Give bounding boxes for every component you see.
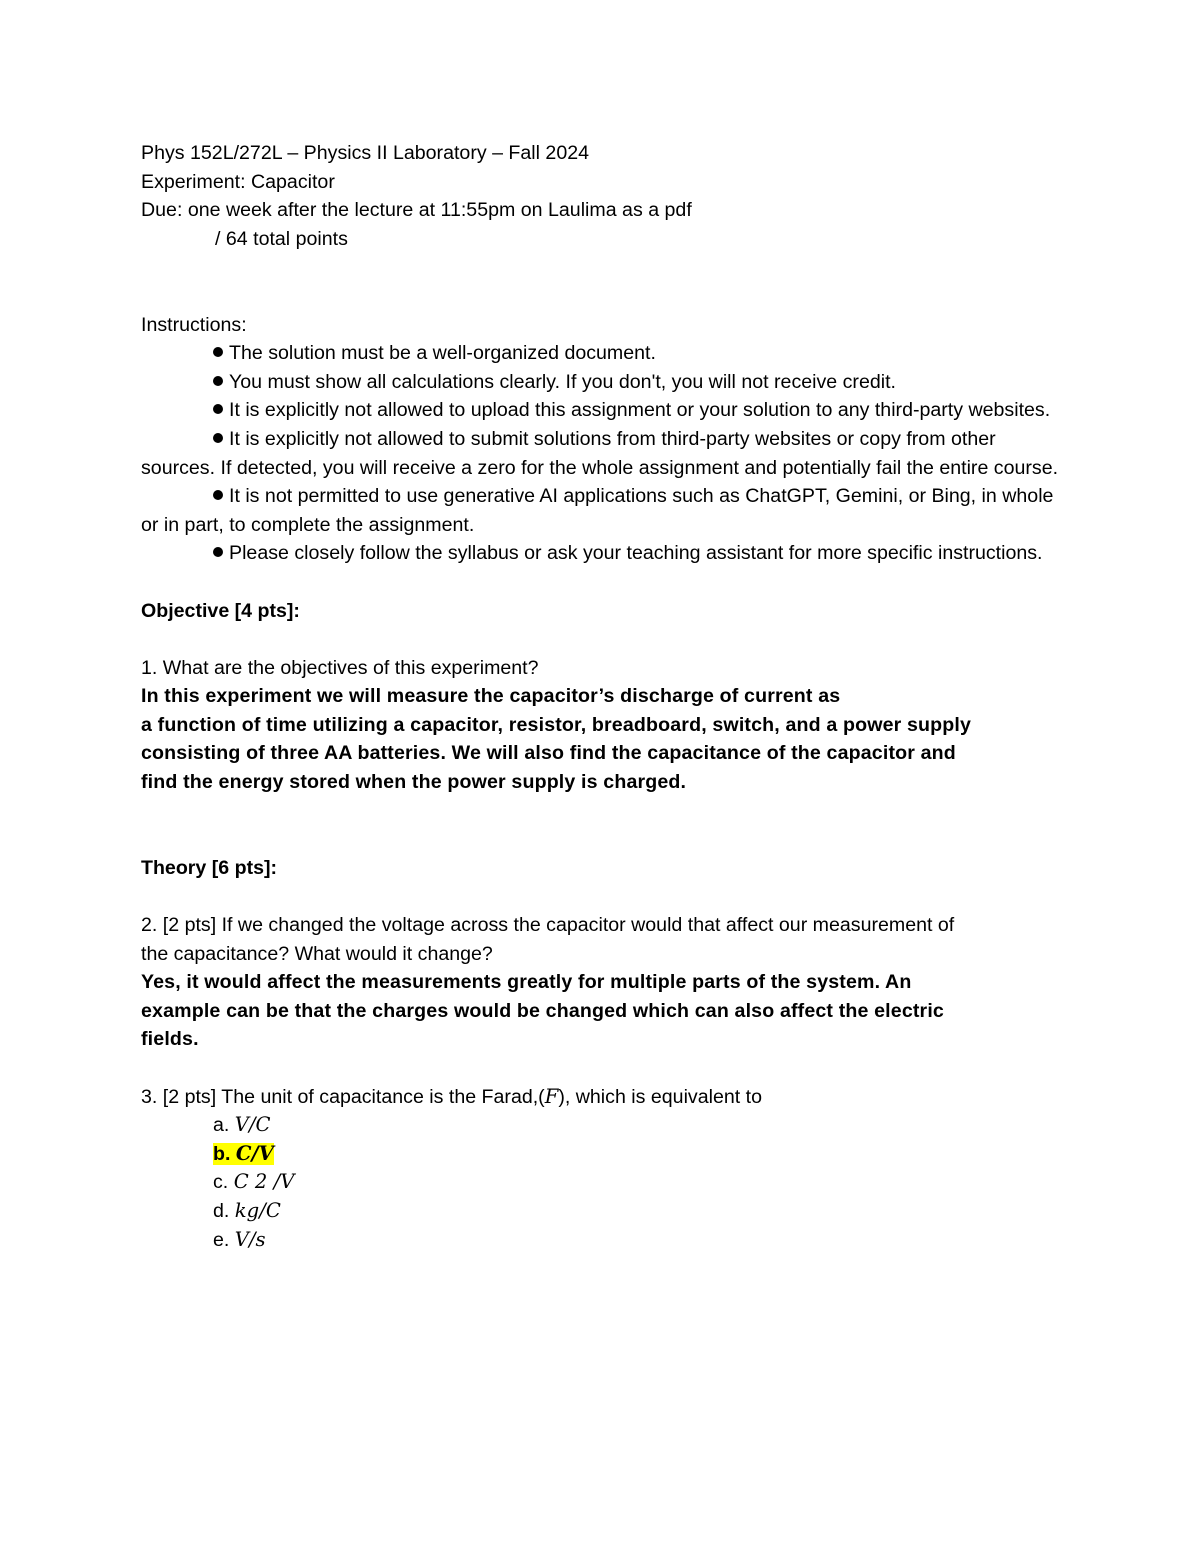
- option-b-selected: [141, 1140, 1061, 1169]
- instruction-item: It is explicitly not allowed to upload this assignment or your solution to any third-party websites.: [141, 396, 1061, 425]
- bullet-icon: [213, 490, 223, 500]
- objective-answer-line: a function of time utilizing a capacitor, resistor, breadboard, switch, and a power supply: [141, 713, 972, 736]
- objective-answer-line: In this experiment we will measure the capacitor’s discharge of current as: [141, 685, 841, 708]
- instructions-label: Instructions:: [141, 313, 247, 336]
- bullet-icon: [213, 404, 223, 414]
- option-a: a. V/C: [213, 1113, 271, 1137]
- question-3: 3. [2 pts] The unit of capacitance is the Farad,(F), which is equivalent to: [141, 1084, 762, 1108]
- bullet-icon: [213, 347, 223, 357]
- experiment-title: Experiment: Capacitor: [141, 170, 335, 193]
- due-date: Due: one week after the lecture at 11:55pm on Laulima as a pdf: [141, 199, 692, 222]
- objective-heading: Objective [4 pts]:: [141, 599, 300, 622]
- question-2-line: the capacitance? What would it change?: [141, 942, 493, 965]
- total-points: / 64 total points: [215, 227, 348, 250]
- question-2-answer-line: fields.: [141, 1028, 199, 1051]
- theory-heading: Theory [6 pts]:: [141, 856, 278, 879]
- objective-answer-line: find the energy stored when the power supply is charged.: [141, 771, 687, 794]
- instruction-item: The solution must be a well-organized document.: [141, 339, 1061, 368]
- option-e: e. V/s: [213, 1227, 266, 1251]
- question-2-answer-line: Yes, it would affect the measurements greatly for multiple parts of the system. An: [141, 971, 912, 994]
- instructions-list: [141, 339, 1061, 568]
- bullet-icon: [213, 547, 223, 557]
- option-d: d. kg/C: [213, 1198, 281, 1222]
- objective-question: 1. What are the objectives of this experiment?: [141, 656, 539, 679]
- selected-answer-highlight: b. C/V: [213, 1141, 274, 1165]
- question-2-answer-line: example can be that the charges would be changed which can also affect the electric: [141, 999, 944, 1022]
- bullet-icon: [213, 433, 223, 443]
- bullet-icon: [213, 376, 223, 386]
- instruction-item: It is explicitly not allowed to submit solutions from third-party websites or copy from other sources. If detected, you will receive a zero for the whole assignment and potentially fail the entire course.: [141, 427, 1059, 479]
- objective-answer-line: consisting of three AA batteries. We will also find the capacitance of the capacitor and: [141, 742, 956, 765]
- instruction-item: You must show all calculations clearly. If you don't, you will not receive credit.: [141, 368, 1061, 397]
- document-page: [141, 139, 1061, 1254]
- farad-symbol: F: [544, 1084, 559, 1108]
- instruction-item: It is not permitted to use generative AI applications such as ChatGPT, Gemini, or Bing, in whole or in part, to complete the assignment.: [141, 485, 1054, 536]
- instruction-item: Please closely follow the syllabus or ask your teaching assistant for more specific instructions.: [141, 539, 1061, 568]
- option-c: c. C 2 /V: [213, 1170, 295, 1194]
- question-2-line: 2. [2 pts] If we changed the voltage across the capacitor would that affect our measurement of: [141, 914, 955, 937]
- course-title: Phys 152L/272L – Physics II Laboratory – Fall 2024: [141, 142, 590, 164]
